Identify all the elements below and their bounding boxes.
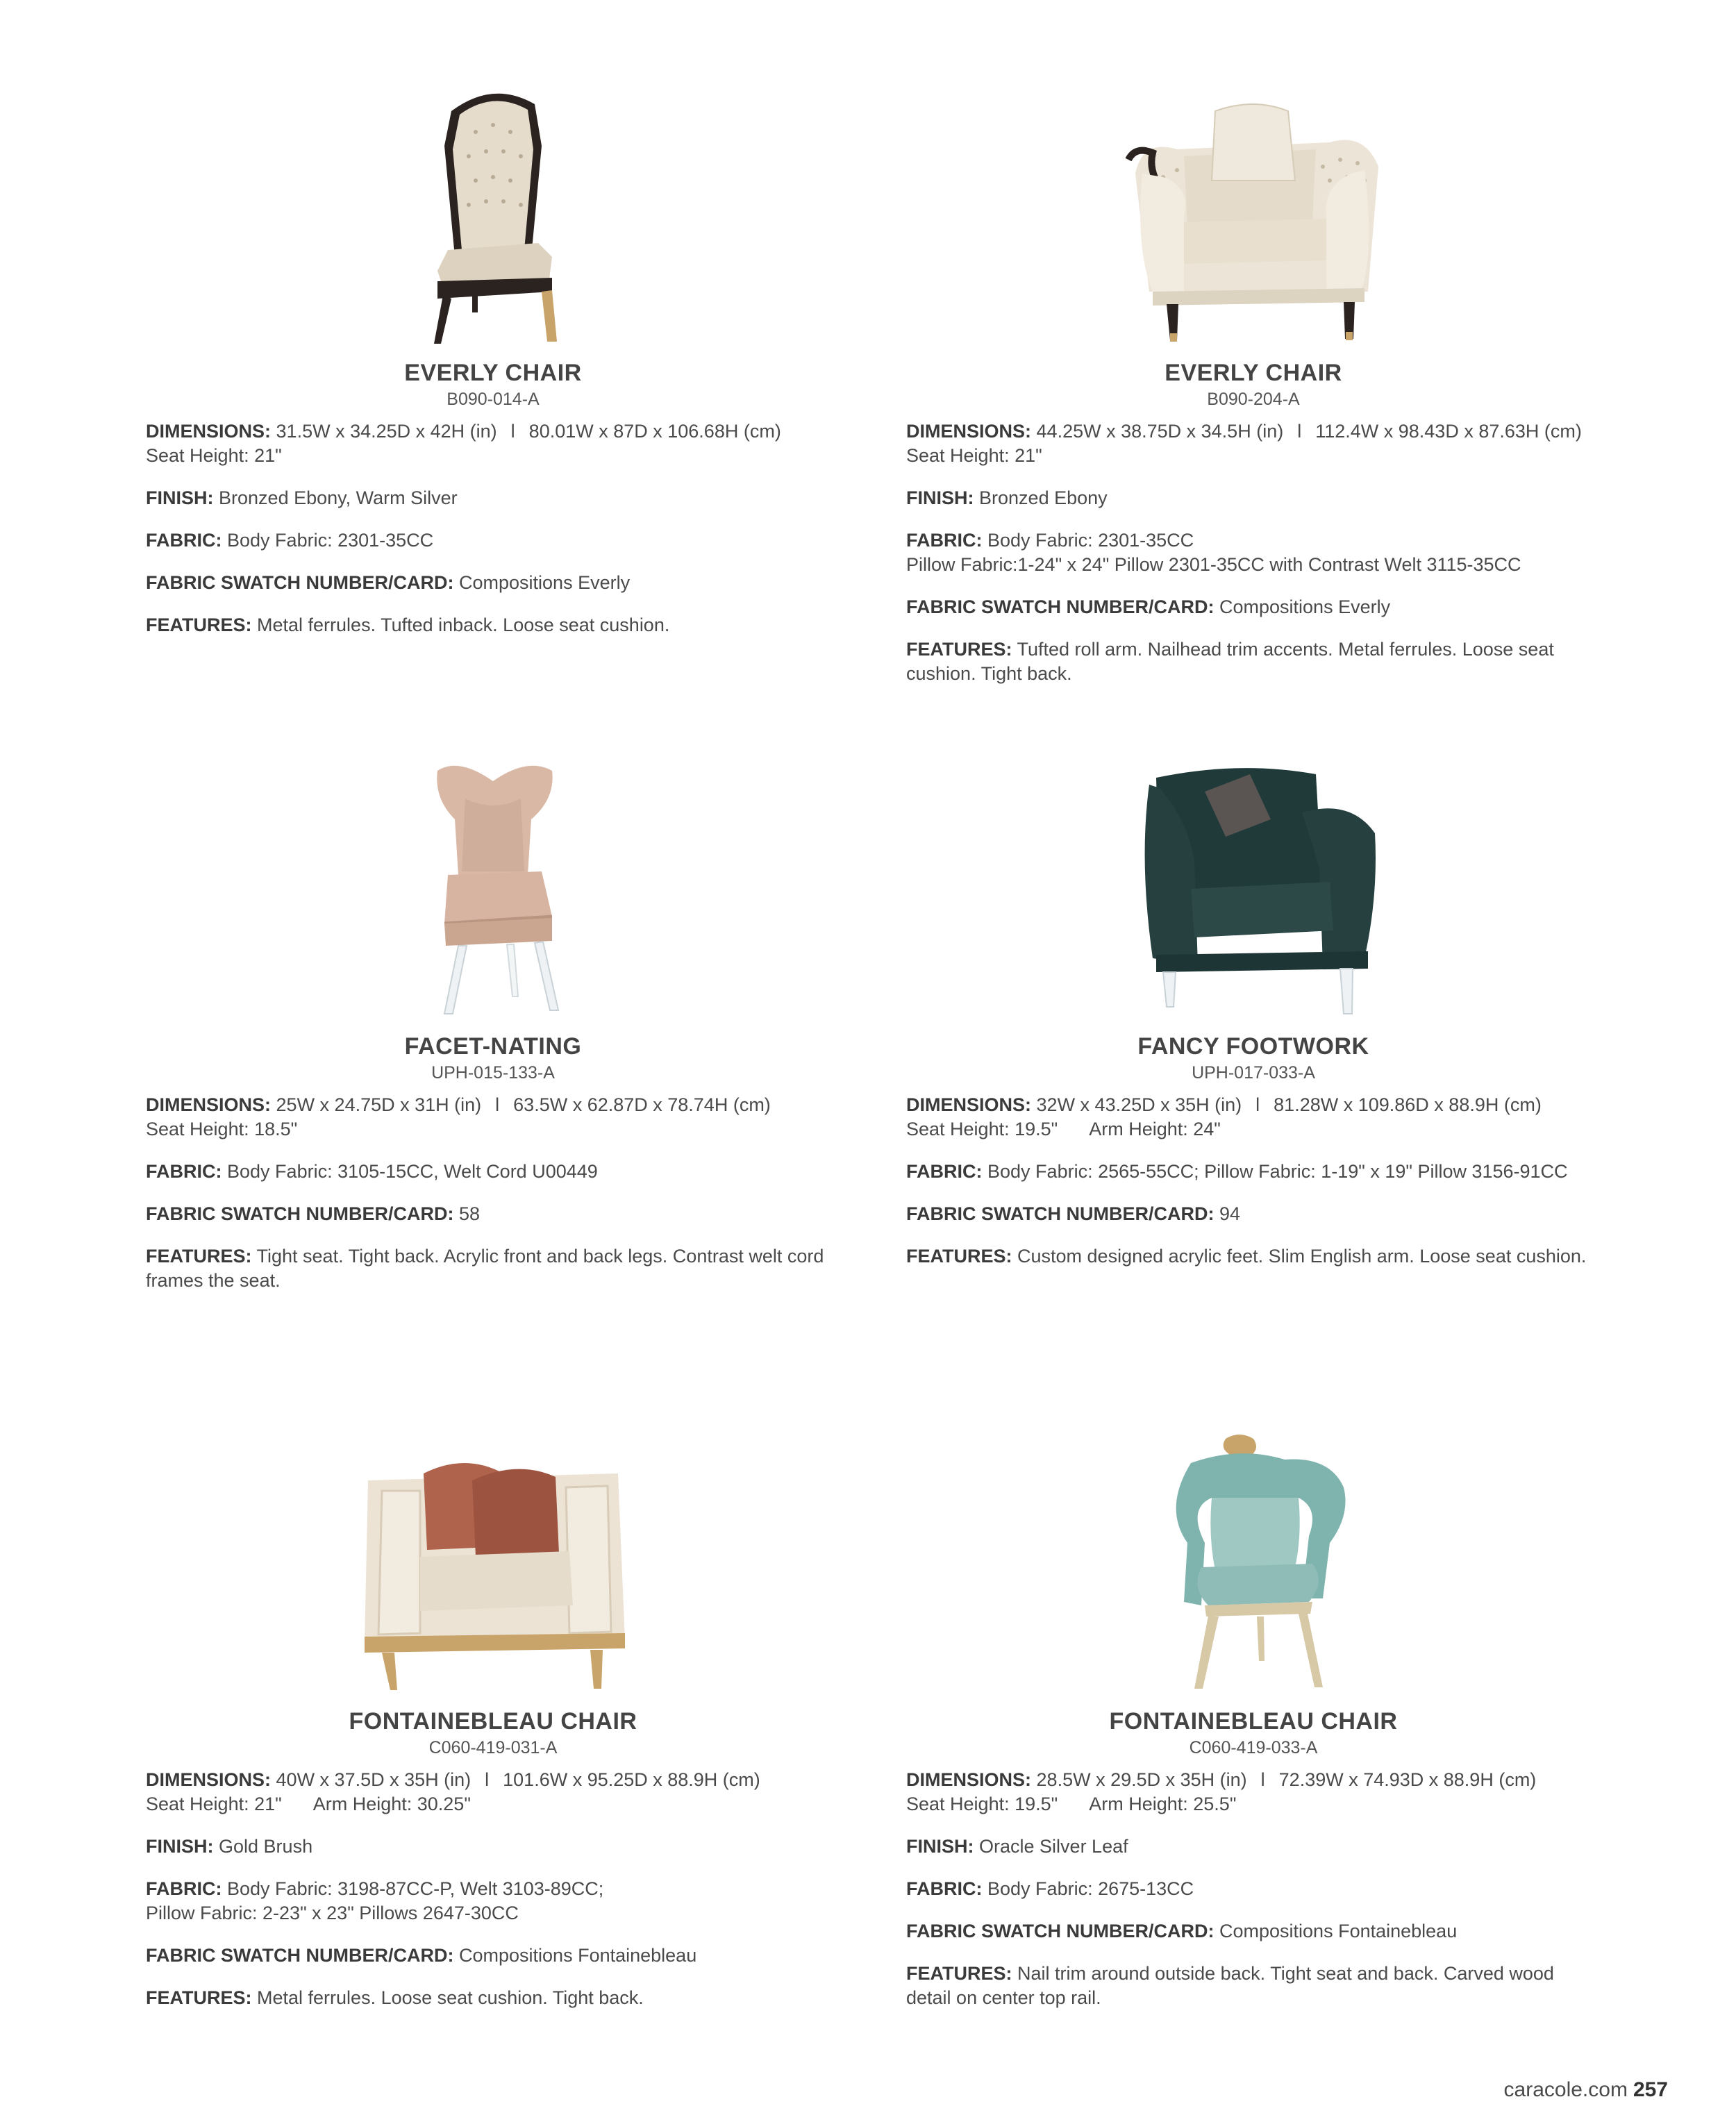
features-label: FEATURES:: [906, 639, 1012, 660]
product-title: EVERLY CHAIR: [1165, 360, 1342, 386]
dimensions-separator: l: [1297, 421, 1302, 442]
fabric-spec: [146, 1160, 840, 1184]
swatch-value: Compositions Everly: [459, 572, 631, 593]
swatch-value: Compositions Fontainebleau: [1219, 1921, 1458, 1941]
finish-spec: [906, 1835, 1601, 1859]
arm-height: Arm Height: 25.5": [1089, 1794, 1237, 1814]
product-title: FANCY FOOTWORK: [1137, 1033, 1369, 1060]
features-spec: [906, 637, 1601, 686]
finish-value: Gold Brush: [219, 1836, 313, 1857]
arm-height: Arm Height: 24": [1089, 1119, 1221, 1139]
seat-height: Seat Height: 19.5": [906, 1119, 1058, 1139]
product-sku: UPH-017-033-A: [1192, 1063, 1315, 1083]
dimensions-separator: l: [495, 1094, 500, 1115]
fontainebleau-club-chair-image: [333, 1432, 653, 1696]
dimensions-in: 31.5W x 34.25D x 42H (in): [276, 421, 497, 442]
product-image: [906, 1432, 1601, 1696]
dimensions-separator: l: [1255, 1094, 1260, 1115]
features-value: Tight seat. Tight back. Acrylic front and back legs. Contrast welt cord frames the seat.: [146, 1246, 824, 1291]
fontainebleau-accent-chair-image: [1121, 1432, 1385, 1696]
features-spec: [146, 613, 840, 637]
dimensions-in: 28.5W x 29.5D x 35H (in): [1036, 1769, 1247, 1790]
swatch-label: FABRIC SWATCH NUMBER/CARD:: [906, 1921, 1215, 1941]
product-title: EVERLY CHAIR: [404, 360, 582, 386]
dimensions-label: DIMENSIONS:: [906, 1769, 1032, 1790]
swatch-label: FABRIC SWATCH NUMBER/CARD:: [146, 1203, 454, 1224]
dimensions-separator: l: [1260, 1769, 1265, 1790]
finish-label: FINISH:: [146, 1836, 214, 1857]
product-fontainebleau-chair-1: [146, 1432, 840, 2010]
fabric-value: Body Fabric: 2565-55CC; Pillow Fabric: 1-19" x 19" Pillow 3156-91CC: [987, 1161, 1568, 1182]
swatch-spec: [146, 1944, 840, 1968]
swatch-spec: [906, 595, 1601, 619]
dimensions-cm: 112.4W x 98.43D x 87.63H (cm): [1315, 421, 1582, 442]
fabric-value: Body Fabric: 2675-13CC: [987, 1878, 1194, 1899]
product-sku: UPH-015-133-A: [431, 1063, 555, 1083]
fabric-spec: [906, 1160, 1601, 1184]
seat-height: Seat Height: 18.5": [146, 1119, 298, 1139]
features-label: FEATURES:: [906, 1246, 1012, 1267]
seat-height: Seat Height: 21": [146, 445, 282, 466]
finish-label: FINISH:: [146, 487, 214, 508]
dimensions-cm: 72.39W x 74.93D x 88.9H (cm): [1278, 1769, 1537, 1790]
everly-club-chair-image: [1087, 83, 1420, 347]
swatch-value: Compositions Everly: [1219, 596, 1391, 617]
fabric-label: FABRIC:: [146, 1878, 222, 1899]
dimensions-spec: [906, 1093, 1601, 1142]
dimensions-separator: l: [485, 1769, 490, 1790]
fabric-value: Body Fabric: 2301-35CC: [987, 530, 1194, 551]
dimensions-in: 32W x 43.25D x 35H (in): [1036, 1094, 1242, 1115]
dimensions-spec: [906, 1768, 1601, 1816]
features-value: Metal ferrules. Tufted inback. Loose seat cushion.: [257, 615, 670, 635]
product-image: [906, 83, 1601, 347]
dimensions-label: DIMENSIONS:: [906, 421, 1032, 442]
fabric-value: Body Fabric: 2301-35CC: [227, 530, 434, 551]
finish-spec: [146, 486, 840, 510]
swatch-spec: [146, 1202, 840, 1226]
finish-spec: [906, 486, 1601, 510]
dimensions-label: DIMENSIONS:: [146, 1094, 272, 1115]
dimensions-separator: l: [510, 421, 515, 442]
page-footer: [1504, 2078, 1668, 2102]
swatch-label: FABRIC SWATCH NUMBER/CARD:: [146, 1945, 454, 1966]
dimensions-cm: 80.01W x 87D x 106.68H (cm): [528, 421, 781, 442]
dimensions-in: 44.25W x 38.75D x 34.5H (in): [1036, 421, 1284, 442]
product-sku: B090-204-A: [1207, 390, 1300, 409]
fabric-label: FABRIC:: [906, 1878, 983, 1899]
features-label: FEATURES:: [146, 1246, 252, 1267]
features-value: Metal ferrules. Loose seat cushion. Tight back.: [257, 1987, 644, 2008]
dimensions-cm: 63.5W x 62.87D x 78.74H (cm): [513, 1094, 771, 1115]
dimensions-spec: [146, 1093, 840, 1142]
features-label: FEATURES:: [906, 1963, 1012, 1984]
fabric-spec: [906, 528, 1601, 577]
product-fontainebleau-chair-2: [906, 1432, 1601, 2010]
features-spec: [146, 1986, 840, 2010]
site-url: caracole.com: [1503, 2078, 1628, 2101]
dimensions-in: 25W x 24.75D x 31H (in): [276, 1094, 482, 1115]
dimensions-spec: [906, 419, 1601, 468]
fabric-spec: [146, 528, 840, 553]
product-image: [146, 83, 840, 347]
swatch-value: 58: [459, 1203, 481, 1224]
finish-label: FINISH:: [906, 1836, 974, 1857]
facet-nating-chair-image: [368, 757, 618, 1021]
product-image: [146, 1432, 840, 1696]
swatch-value: Compositions Fontainebleau: [459, 1945, 697, 1966]
swatch-label: FABRIC SWATCH NUMBER/CARD:: [906, 596, 1215, 617]
fabric-value: Body Fabric: 3198-87CC-P, Welt 3103-89CC;: [227, 1878, 604, 1899]
product-title: FONTAINEBLEAU CHAIR: [349, 1708, 637, 1735]
finish-spec: [146, 1835, 840, 1859]
finish-label: FINISH:: [906, 487, 974, 508]
dimensions-label: DIMENSIONS:: [146, 421, 272, 442]
dimensions-label: DIMENSIONS:: [146, 1769, 272, 1790]
seat-height: Seat Height: 21": [146, 1794, 282, 1814]
product-everly-chair-2: [906, 83, 1601, 686]
fabric-value-line2: Pillow Fabric:1-24" x 24" Pillow 2301-35CC with Contrast Welt 3115-35CC: [906, 554, 1521, 575]
fabric-label: FABRIC:: [146, 530, 222, 551]
dimensions-spec: [146, 1768, 840, 1816]
product-title: FONTAINEBLEAU CHAIR: [1109, 1708, 1398, 1735]
seat-height: Seat Height: 19.5": [906, 1794, 1058, 1814]
swatch-label: FABRIC SWATCH NUMBER/CARD:: [906, 1203, 1215, 1224]
fabric-spec: [146, 1877, 840, 1925]
page-number: 257: [1633, 2078, 1668, 2101]
fabric-value-line2: Pillow Fabric: 2-23" x 23" Pillows 2647-30CC: [146, 1903, 519, 1923]
product-title: FACET-NATING: [404, 1033, 582, 1060]
features-value: Custom designed acrylic feet. Slim English arm. Loose seat cushion.: [1017, 1246, 1587, 1267]
arm-height: Arm Height: 30.25": [312, 1794, 471, 1814]
swatch-spec: [906, 1202, 1601, 1226]
features-spec: [146, 1244, 840, 1293]
fabric-spec: [906, 1877, 1601, 1901]
fabric-label: FABRIC:: [906, 530, 983, 551]
features-label: FEATURES:: [146, 615, 252, 635]
features-spec: [906, 1244, 1601, 1269]
features-spec: [906, 1962, 1601, 2010]
dimensions-in: 40W x 37.5D x 35H (in): [276, 1769, 471, 1790]
finish-value: Bronzed Ebony, Warm Silver: [219, 487, 458, 508]
finish-value: Oracle Silver Leaf: [979, 1836, 1128, 1857]
product-fancy-footwork: [906, 757, 1601, 1269]
dimensions-spec: [146, 419, 840, 468]
seat-height: Seat Height: 21": [906, 445, 1042, 466]
product-sku: B090-014-A: [446, 390, 540, 409]
dimensions-cm: 81.28W x 109.86D x 88.9H (cm): [1274, 1094, 1542, 1115]
product-facet-nating: [146, 757, 840, 1293]
features-label: FEATURES:: [146, 1987, 252, 2008]
everly-slipper-chair-image: [368, 83, 618, 347]
product-everly-chair-1: [146, 83, 840, 637]
fabric-value: Body Fabric: 3105-15CC, Welt Cord U00449: [227, 1161, 598, 1182]
product-image: [146, 757, 840, 1021]
finish-value: Bronzed Ebony: [979, 487, 1108, 508]
features-value: Nail trim around outside back. Tight seat and back. Carved wood detail on center top rail.: [906, 1963, 1554, 2008]
product-sku: C060-419-033-A: [1189, 1738, 1318, 1757]
swatch-spec: [146, 571, 840, 595]
fancy-footwork-chair-image: [1101, 757, 1406, 1021]
fabric-label: FABRIC:: [906, 1161, 983, 1182]
dimensions-cm: 101.6W x 95.25D x 88.9H (cm): [503, 1769, 760, 1790]
fabric-label: FABRIC:: [146, 1161, 222, 1182]
product-image: [906, 757, 1601, 1021]
dimensions-label: DIMENSIONS:: [906, 1094, 1032, 1115]
swatch-spec: [906, 1919, 1601, 1944]
product-sku: C060-419-031-A: [428, 1738, 558, 1757]
features-value: Tufted roll arm. Nailhead trim accents. Metal ferrules. Loose seat cushion. Tight back.: [906, 639, 1554, 684]
swatch-label: FABRIC SWATCH NUMBER/CARD:: [146, 572, 454, 593]
swatch-value: 94: [1219, 1203, 1241, 1224]
